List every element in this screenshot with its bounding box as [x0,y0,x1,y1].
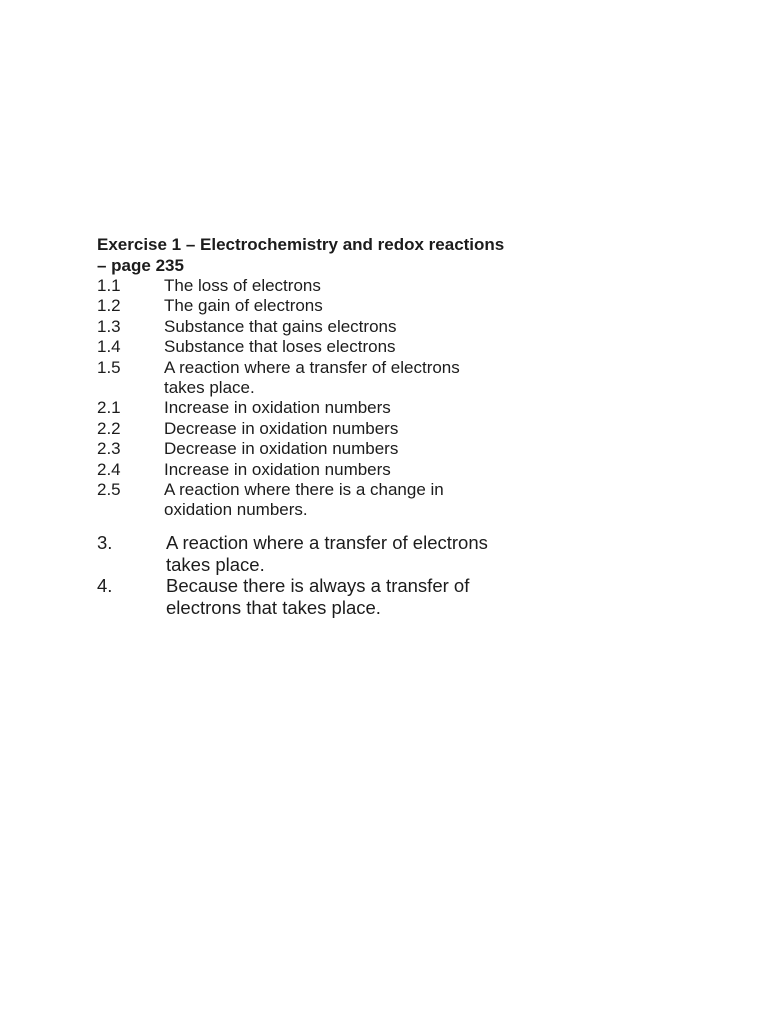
answer-number: 1.2 [97,296,121,316]
answer-text: A reaction where a transfer of electrons takes place. [164,357,460,398]
answer-text: Decrease in oxidation numbers [164,439,399,459]
answer-number: 1.4 [97,337,121,357]
answer-text: Substance that gains electrons [164,316,397,336]
answer-text: Increase in oxidation numbers [164,459,391,479]
answer-text: The gain of electrons [164,296,323,316]
answer-row [97,398,517,418]
answer-number: 1.1 [97,276,121,295]
answer-row [97,276,517,296]
exercise-title: Exercise 1 – Electrochemistry and redox reactions – page 235 [97,235,505,275]
answer-number: 2.1 [97,398,121,418]
answer-row [97,480,517,521]
answer-text: Decrease in oxidation numbers [164,418,399,438]
answer-text: Because there is always a transfer of electrons that takes place. [166,575,470,618]
answer-number: 2.4 [97,459,121,479]
answer-number: 4. [97,575,113,597]
answer-row [97,419,517,439]
answer-row [97,317,517,337]
answer-text: Increase in oxidation numbers [164,398,391,418]
answer-row [97,460,517,480]
answer-text: A reaction where there is a change in oxidation numbers. [164,480,444,520]
answer-number: 3. [97,531,113,553]
answer-row [97,532,517,575]
answer-list [97,276,517,521]
answer-number: 2.2 [97,418,121,438]
answer-list-questions-3-4 [97,532,517,619]
answer-row [97,296,517,316]
answer-number: 2.3 [97,439,121,459]
answer-text: A reaction where a transfer of electrons takes place. [166,531,488,575]
answer-number: 1.5 [97,357,121,377]
answer-row [97,575,517,618]
answer-number: 2.5 [97,480,121,500]
answer-row [97,337,517,357]
answer-number: 1.3 [97,316,121,336]
answer-text: Substance that loses electrons [164,337,396,357]
answer-row [97,439,517,459]
answer-text: The loss of electrons [164,276,321,295]
answer-row [97,358,517,399]
document-page [97,235,517,619]
